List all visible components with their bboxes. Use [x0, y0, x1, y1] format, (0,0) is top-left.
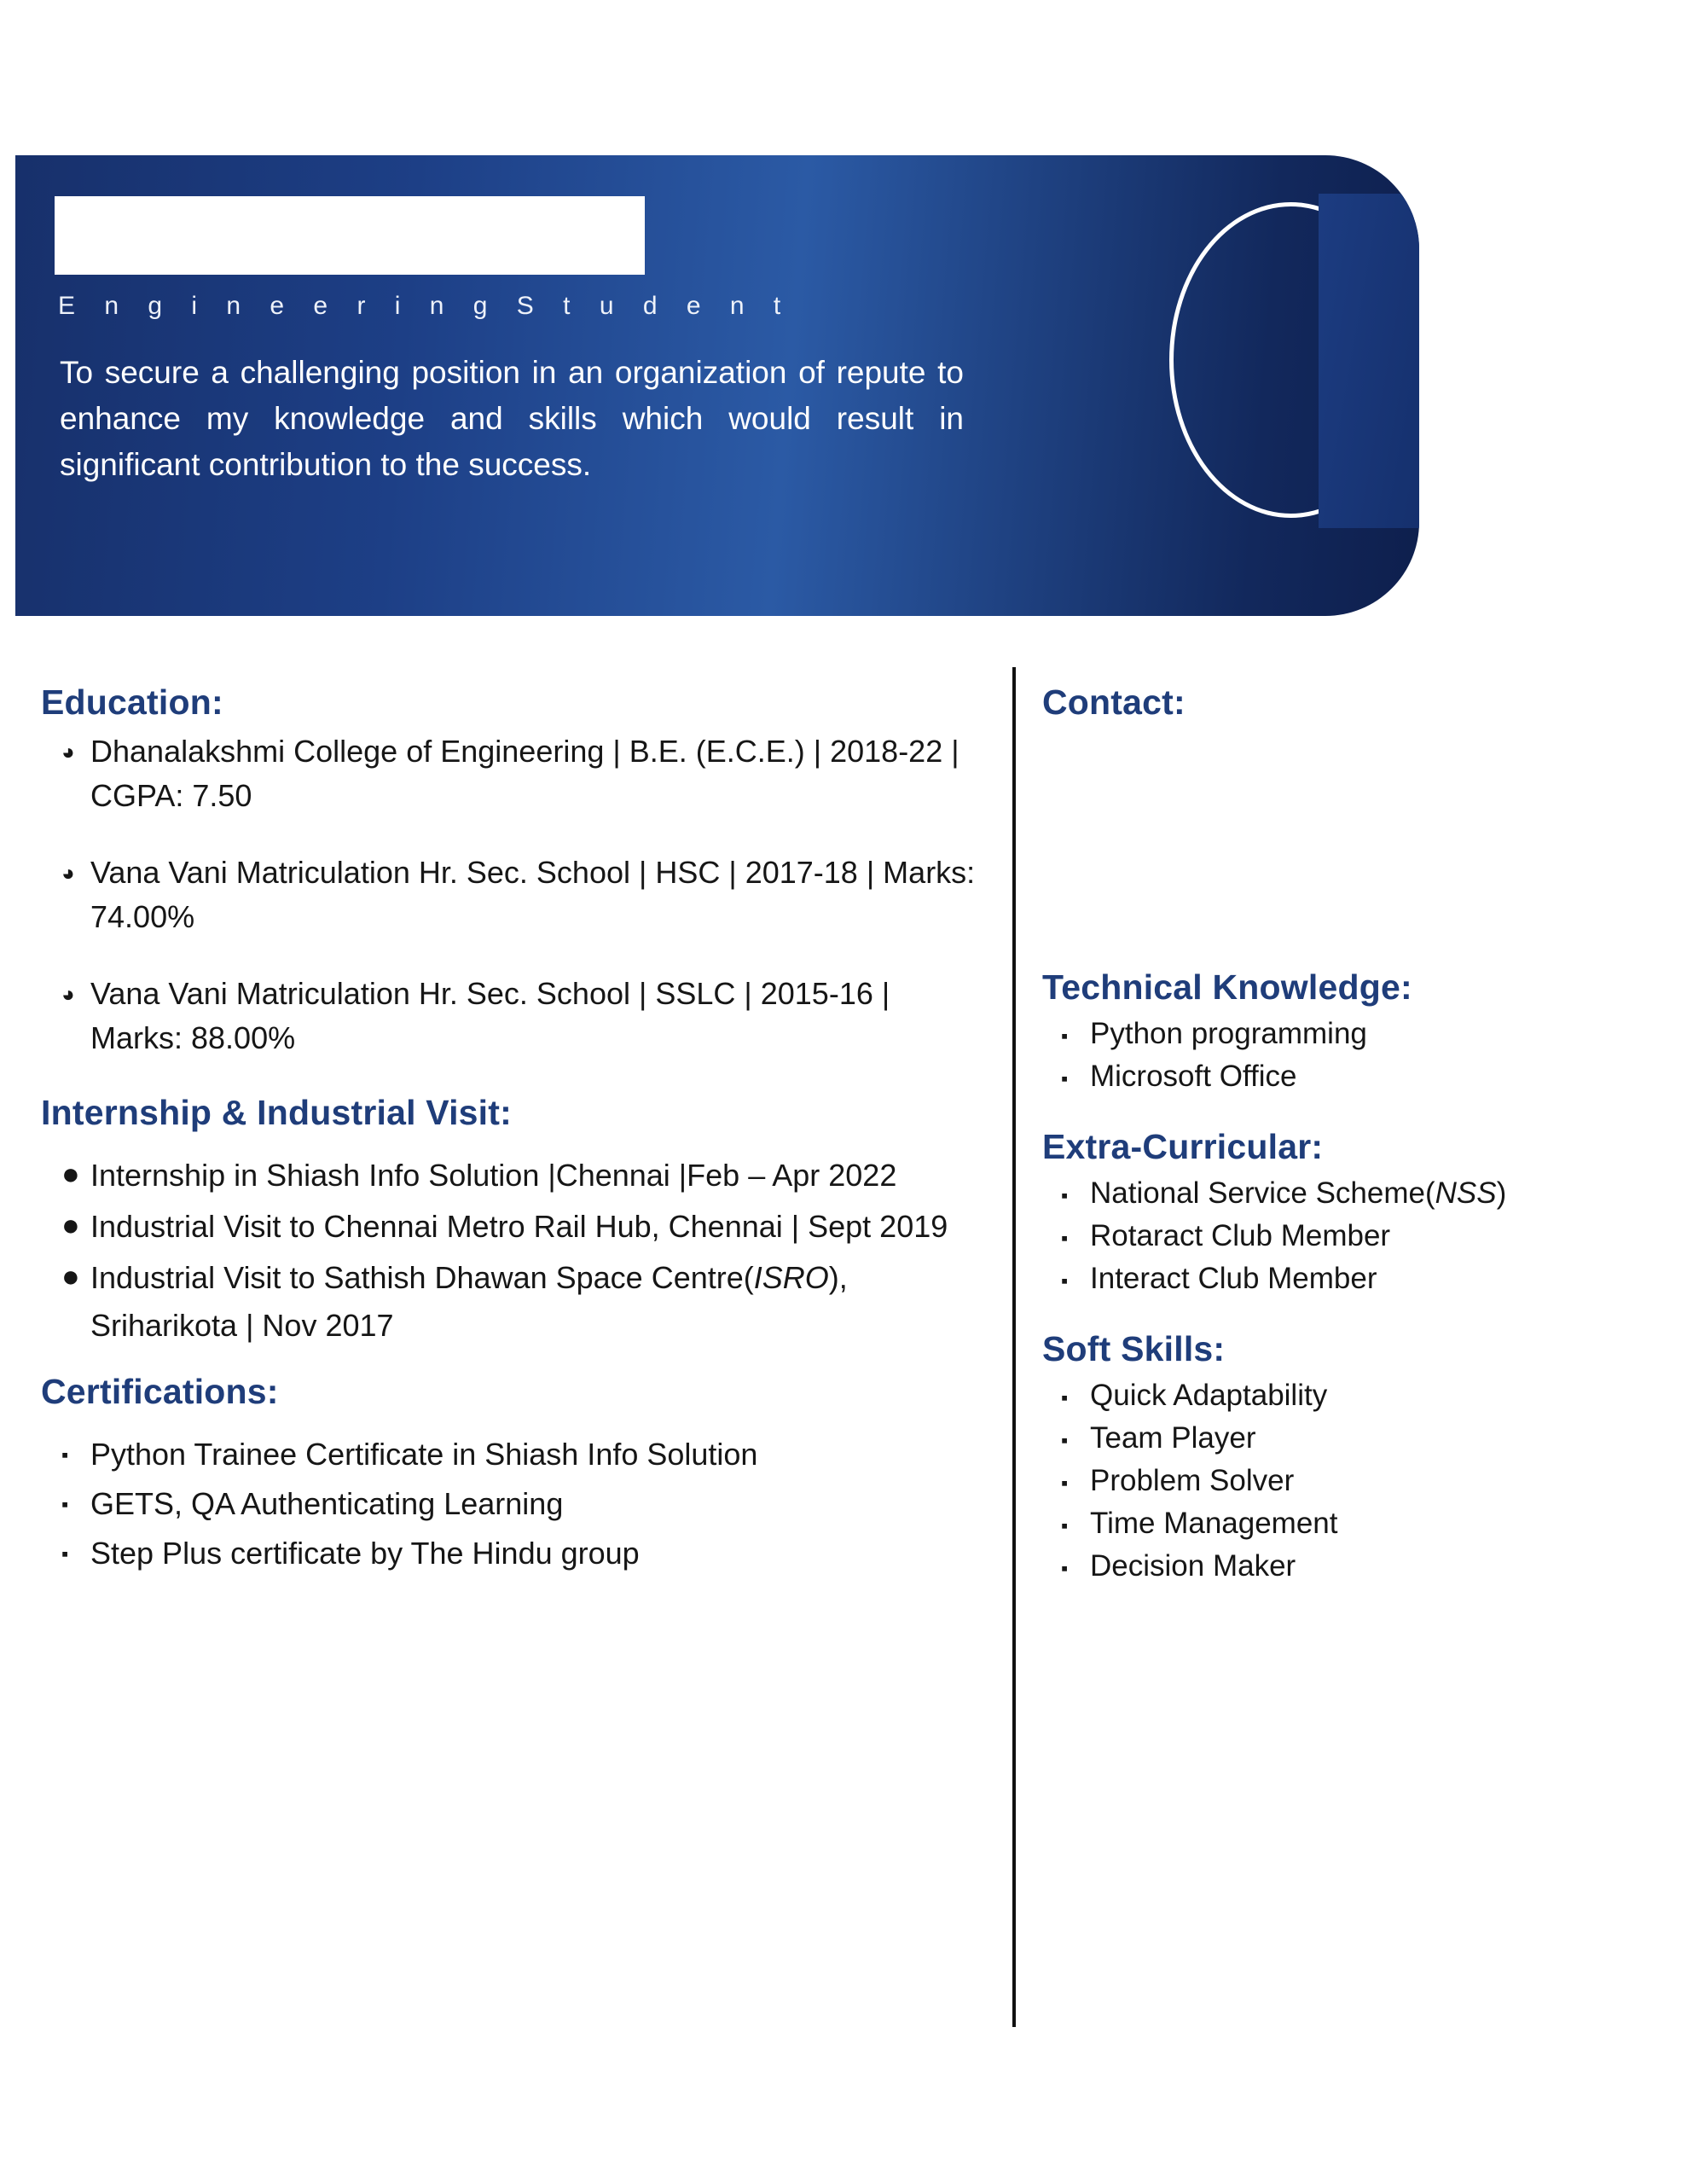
soft-skills-heading: Soft Skills: [1042, 1329, 1226, 1368]
extra-item-text: National Service Scheme(NSS) [1090, 1176, 1507, 1210]
education-item-text: Vana Vani Matriculation Hr. Sec. School | SSLC | 2015-16 | Marks: 88.00% [90, 976, 890, 1055]
list-item [1042, 1055, 1639, 1098]
bullet-icon: ● [61, 1207, 80, 1242]
list-item [41, 851, 979, 939]
list-item [1042, 1013, 1639, 1055]
soft-skills-list [1042, 1374, 1639, 1588]
extra-item-text: Interact Club Member [1090, 1262, 1377, 1295]
career-objective: To secure a challenging position in an organization of repute to enhance my knowledge and skills which would result in significant contribution to the success. [60, 355, 964, 482]
list-item [41, 1480, 979, 1528]
bullet-icon: ▪ [1061, 1429, 1069, 1451]
education-list [41, 729, 979, 1060]
internship-list [41, 1152, 979, 1350]
extra-curricular-list [1042, 1172, 1639, 1300]
bullet-icon: ▪ [1061, 1269, 1069, 1292]
decorative-circle-mask [1319, 194, 1419, 528]
certification-item-text: Step Plus certificate by The Hindu group [90, 1536, 640, 1571]
name-field [55, 196, 645, 275]
list-item [1042, 1545, 1639, 1588]
certifications-list [41, 1431, 979, 1577]
list-item [1042, 1502, 1639, 1545]
certifications-heading: Certifications: [41, 1372, 279, 1411]
internship-item-text: Internship in Shiash Info Solution |Chennai |Feb – Apr 2022 [90, 1158, 897, 1193]
extra-curricular-section [1042, 1127, 1639, 1300]
technical-knowledge-section [1042, 967, 1639, 1098]
education-item-text: Dhanalakshmi College of Engineering | B.E. (E.C.E.) | 2018-22 | CGPA: 7.50 [90, 734, 959, 813]
list-item [1042, 1460, 1639, 1502]
resume-header [15, 155, 1419, 616]
education-section [41, 682, 979, 1060]
bullet-icon: ▪ [1061, 1227, 1069, 1249]
education-item-text: Vana Vani Matriculation Hr. Sec. School | HSC | 2017-18 | Marks: 74.00% [90, 855, 976, 934]
list-item [41, 1152, 979, 1199]
bullet-icon: ● [61, 1258, 80, 1293]
list-item [1042, 1417, 1639, 1460]
candidate-role: E n g i n e e r i n g S t u d e n t [58, 292, 792, 320]
technical-item-text: Microsoft Office [1090, 1060, 1297, 1093]
bullet-icon: ▪ [1061, 1025, 1069, 1047]
bullet-icon: ▪ [1061, 1472, 1069, 1494]
right-column [1042, 682, 1639, 1617]
extra-item-text: Rotaract Club Member [1090, 1219, 1391, 1252]
bullet-icon: ● [61, 1156, 80, 1191]
bullet-icon: ▪ [1061, 1386, 1069, 1409]
bullet-icon: ▪ [1061, 1067, 1069, 1089]
technical-knowledge-list [1042, 1013, 1639, 1098]
list-item [41, 1203, 979, 1251]
list-item [1042, 1172, 1639, 1215]
bullet-icon: ▪ [1061, 1514, 1069, 1536]
contact-section [1042, 682, 1639, 938]
list-item [41, 729, 979, 818]
soft-skill-text: Problem Solver [1090, 1464, 1295, 1497]
bullet-icon: ▪ [1061, 1184, 1069, 1206]
soft-skill-text: Quick Adaptability [1090, 1379, 1328, 1412]
certification-item-text: GETS, QA Authenticating Learning [90, 1486, 564, 1521]
header-banner [15, 155, 1419, 616]
left-column [41, 682, 979, 1600]
list-item [41, 1254, 979, 1350]
bullet-icon: ◕ [61, 981, 75, 1007]
list-item [1042, 1258, 1639, 1300]
bullet-icon: ▪ [61, 1443, 69, 1466]
bullet-icon: ▪ [61, 1542, 69, 1565]
contact-heading: Contact: [1042, 682, 1186, 722]
soft-skill-text: Decision Maker [1090, 1549, 1296, 1583]
list-item [1042, 1215, 1639, 1258]
list-item [41, 1431, 979, 1478]
list-item [1042, 1374, 1639, 1417]
extra-curricular-heading: Extra-Curricular: [1042, 1127, 1324, 1166]
certifications-section [41, 1372, 979, 1577]
bullet-icon: ◕ [61, 739, 75, 764]
soft-skill-text: Time Management [1090, 1507, 1338, 1540]
soft-skill-text: Team Player [1090, 1421, 1256, 1455]
list-item [41, 1530, 979, 1577]
technical-knowledge-heading: Technical Knowledge: [1042, 967, 1412, 1007]
bullet-icon: ▪ [61, 1493, 69, 1515]
internship-item-text: Industrial Visit to Sathish Dhawan Space Centre(ISRO), Sriharikota | Nov 2017 [90, 1260, 848, 1343]
list-item [41, 972, 979, 1060]
column-divider [1012, 667, 1016, 2027]
education-heading: Education: [41, 682, 223, 722]
certification-item-text: Python Trainee Certificate in Shiash Info Solution [90, 1437, 758, 1472]
internship-heading: Internship & Industrial Visit: [41, 1093, 512, 1132]
bullet-icon: ◕ [61, 860, 75, 886]
internship-section [41, 1093, 979, 1350]
soft-skills-section [1042, 1329, 1639, 1588]
technical-item-text: Python programming [1090, 1017, 1367, 1050]
bullet-icon: ▪ [1061, 1557, 1069, 1579]
internship-item-text: Industrial Visit to Chennai Metro Rail Hub, Chennai | Sept 2019 [90, 1209, 948, 1244]
